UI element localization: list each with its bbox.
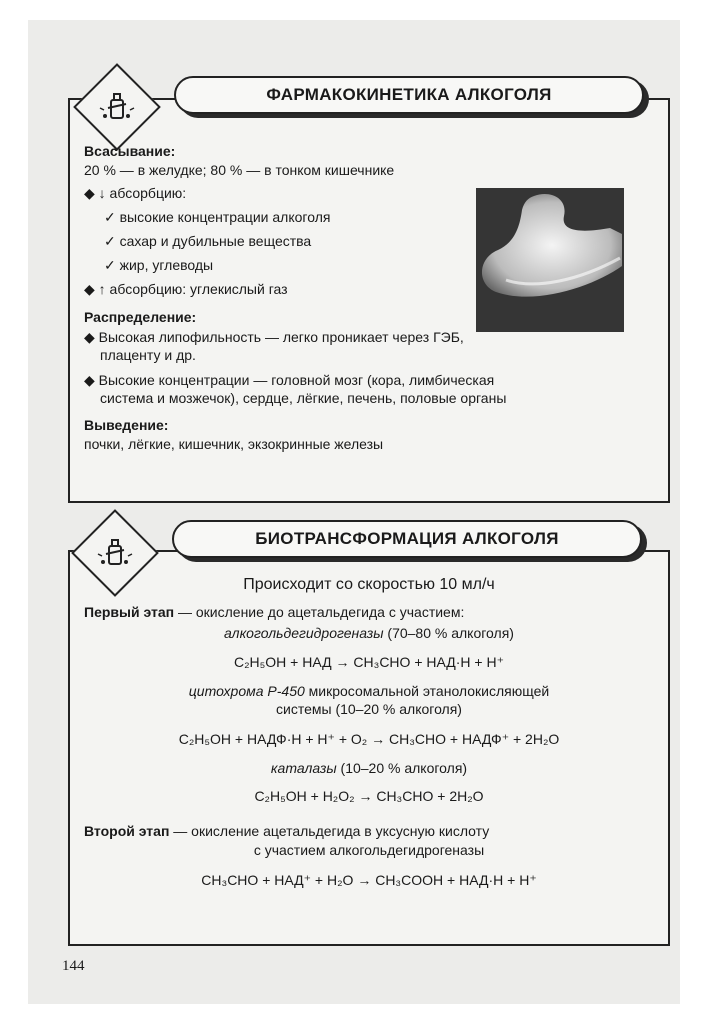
enzyme3: каталазы (270, 760, 337, 776)
stage2-line2: с участием алкогольдегидрогеназы (253, 842, 485, 858)
stage2-line (84, 822, 489, 840)
section1-title: ФАРМАКОКИНЕТИКА АЛКОГОЛЯ (174, 76, 644, 114)
stage1-line (84, 603, 464, 621)
distribution-item-line: ◆ Высокие концентрации — головной мозг (кора, лимбическая (84, 372, 495, 388)
enzyme1-percent: (70–80 % алкоголя) (383, 625, 514, 641)
equation-2: C₂H₅OH + НАДФ·Н + Н⁺ + О₂ → CH₃CHO + НАДФ⁺ + 2H₂O (178, 731, 560, 747)
stage2-label: Второй этап (84, 823, 170, 839)
increase-absorption-label: ◆ ↑ абсорбцию: углекислый газ (84, 281, 288, 297)
distribution-heading: Распределение: (84, 309, 197, 325)
enzyme2: цитохрома Р-450 (188, 683, 305, 699)
enzyme2-line (68, 682, 670, 700)
distribution-item-line: система и мозжечок), сердце, лёгкие, печень, половые органы (100, 390, 507, 406)
distribution-item-line: ◆ Высокая липофильность — легко проникает через ГЭБ, (84, 329, 464, 345)
absorption-line: 20 % — в желудке; 80 % — в тонком кишечнике (84, 162, 395, 178)
oxidation-rate: Происходит со скоростью 10 мл/ч (243, 576, 495, 593)
page-number: 144 (62, 958, 85, 974)
decrease-item: ✓ жир, углеводы (104, 257, 214, 273)
decrease-absorption-label: ◆ ↓ абсорбцию: (84, 185, 187, 201)
distribution-item-line: плаценту и др. (100, 347, 196, 363)
enzyme2-rest: микросомальной этанолокисляющей (304, 683, 550, 699)
stage2-text: — окисление ацетальдегида в уксусную кислоту (169, 823, 490, 839)
equation-1: C₂H₅OH + НАД → CH₃CHO + НАД·Н + Н⁺ (233, 654, 505, 670)
book-page (28, 20, 680, 1004)
stomach-xray-image (476, 188, 624, 332)
stage1-label: Первый этап (84, 604, 175, 620)
absorption-heading: Всасывание: (84, 143, 176, 159)
enzyme3-line (68, 759, 670, 777)
equation-4: CH₃CHO + НАД⁺ + H₂O → CH₃COOH + НАД·Н + Н⁺ (201, 872, 537, 888)
enzyme1: алкогольдегидрогеназы (224, 625, 384, 641)
enzyme1-line (68, 624, 670, 642)
enzyme2-line2: системы (10–20 % алкоголя) (276, 701, 462, 717)
bottle-pills-icon (86, 524, 144, 582)
stage1-text: — окисление до ацетальдегида с участием: (174, 604, 465, 620)
enzyme3-percent: (10–20 % алкоголя) (336, 760, 468, 776)
equation-3: C₂H₅OH + H₂O₂ → CH₃CHO + 2H₂O (254, 788, 484, 804)
excretion-line: почки, лёгкие, кишечник, экзокринные железы (84, 436, 384, 452)
decrease-item: ✓ сахар и дубильные вещества (104, 233, 312, 249)
excretion-heading: Выведение: (84, 417, 169, 433)
decrease-item: ✓ высокие концентрации алкоголя (104, 209, 331, 225)
bottle-pills-icon (88, 78, 146, 136)
section2-title: БИОТРАНСФОРМАЦИЯ АЛКОГОЛЯ (172, 520, 642, 558)
